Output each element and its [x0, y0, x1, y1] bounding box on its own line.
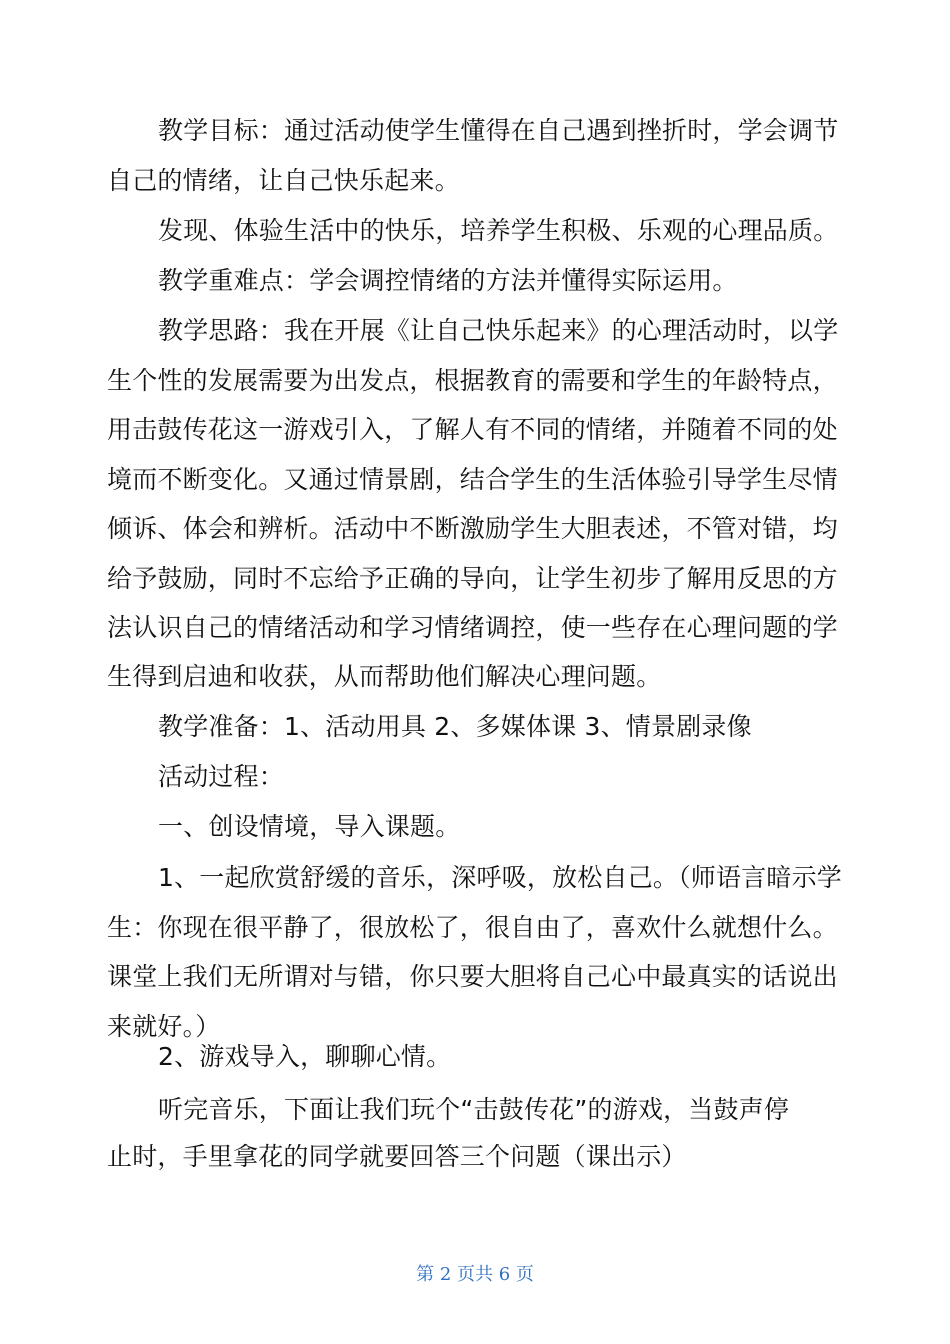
text-line: 课堂上我们无所谓对与错，你只要大胆将自己心中最真实的话说出 — [107, 962, 838, 991]
text-line: 给予鼓励，同时不忘给予正确的导向，让学生初步了解用反思的方 — [107, 564, 838, 593]
text-line: 生得到启迪和收获，从而帮助他们解决心理问题。 — [107, 662, 662, 691]
text-line: 法认识自己的情绪活动和学习情绪调控，使一些存在心理问题的学 — [107, 613, 838, 642]
text-line: 境而不断变化。又通过情景剧，结合学生的生活体验引导学生尽情 — [107, 465, 838, 494]
text-line: 活动过程： — [158, 762, 285, 791]
text-line: 生个性的发展需要为出发点，根据教育的需要和学生的年龄特点， — [107, 366, 838, 395]
text-line: 倾诉、体会和辨析。活动中不断激励学生大胆表述，不管对错，均 — [107, 514, 838, 543]
text-line: 1、一起欣赏舒缓的音乐，深呼吸，放松自己。（师语言暗示学 — [158, 863, 843, 892]
text-line: 生：你现在很平静了，很放松了，很自由了，喜欢什么就想什么。 — [107, 913, 838, 942]
text-line: 来就好。） — [107, 1012, 221, 1041]
text-line: 教学准备：1、活动用具 2、多媒体课 3、情景剧录像 — [158, 712, 752, 741]
text-line: 教学目标：通过活动使学生懂得在自己遇到挫折时，学会调节 — [158, 116, 839, 145]
text-line: 发现、体验生活中的快乐，培养学生积极、乐观的心理品质。 — [158, 216, 839, 245]
page-indicator: 第 2 页共 6 页 — [416, 1264, 534, 1285]
text-line: 教学重难点：学会调控情绪的方法并懂得实际运用。 — [158, 266, 738, 295]
text-line: 一、创设情境，导入课题。 — [158, 812, 461, 841]
text-line: 听完音乐，下面让我们玩个“击鼓传花”的游戏，当鼓声停 — [158, 1095, 790, 1124]
text-line: 教学思路：我在开展《让自己快乐起来》的心理活动时，以学 — [158, 316, 839, 345]
text-line: 用击鼓传花这一游戏引入，了解人有不同的情绪，并随着不同的处 — [107, 415, 838, 444]
text-line: 自己的情绪，让自己快乐起来。 — [107, 166, 460, 195]
text-line: 2、游戏导入，聊聊心情。 — [158, 1042, 452, 1071]
text-line: 止时，手里拿花的同学就要回答三个问题（课出示） — [107, 1142, 687, 1171]
